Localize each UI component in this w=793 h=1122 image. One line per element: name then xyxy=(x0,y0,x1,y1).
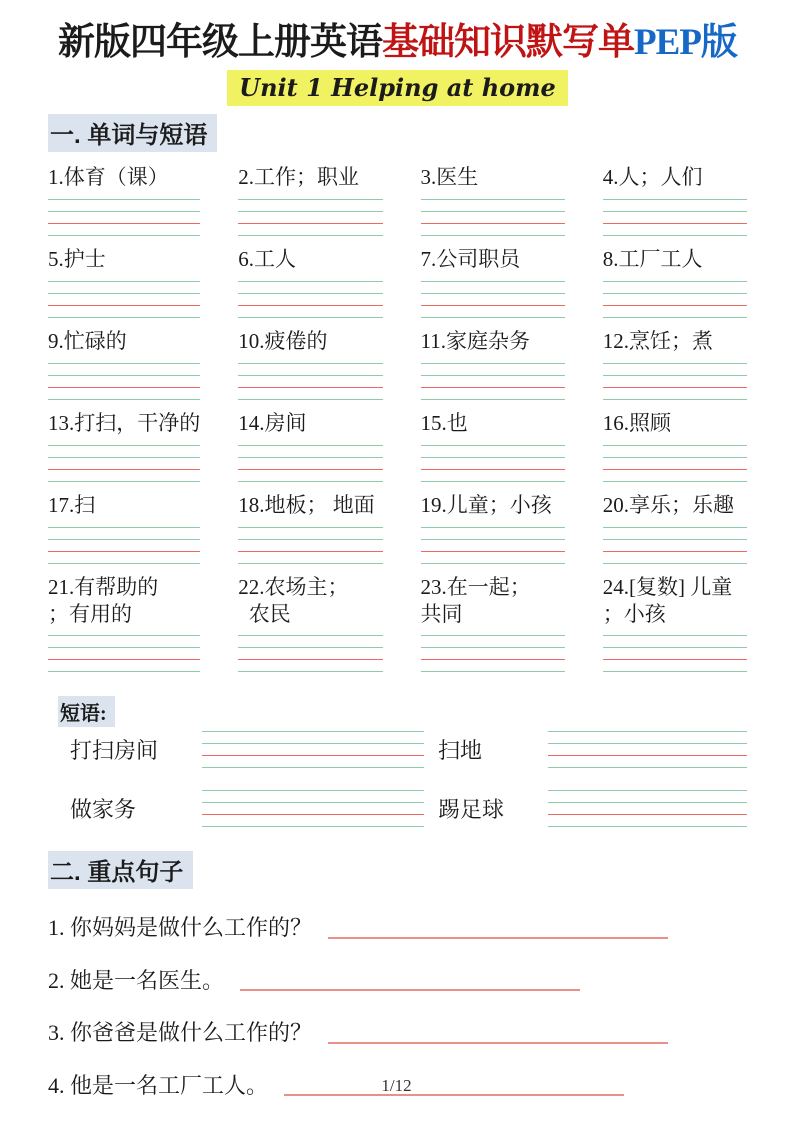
word-label: 16.照顾 xyxy=(602,410,671,435)
section2-heading: 二. 重点句子 xyxy=(48,851,193,889)
word-item xyxy=(421,328,565,400)
title-red-part: 基础知识默写单 xyxy=(382,22,635,63)
title-blue-part: PEP版 xyxy=(634,22,737,63)
writing-lines xyxy=(603,199,747,236)
writing-lines xyxy=(421,281,565,318)
word-label: 17.扫 xyxy=(48,492,96,517)
section1-heading: 一. 单词与短语 xyxy=(48,114,217,152)
page-number: 1/12 xyxy=(381,1076,412,1095)
word-grid xyxy=(48,164,747,682)
sentence-text: 3. 你爸爸是做什么工作的？ xyxy=(48,1020,313,1046)
sentence-text: 2. 她是一名医生。 xyxy=(48,967,225,993)
word-item xyxy=(48,246,200,318)
word-label: 13.打扫，干净的 xyxy=(48,410,201,435)
word-item xyxy=(421,574,565,673)
word-label: 11.家庭杂务 xyxy=(420,329,530,353)
answer-blank-line xyxy=(240,989,580,991)
writing-lines xyxy=(603,445,747,482)
writing-lines xyxy=(421,363,565,400)
answer-blank-line xyxy=(328,1042,668,1044)
writing-lines xyxy=(421,199,565,236)
word-label: 1.体育（课） xyxy=(48,165,169,190)
writing-lines xyxy=(238,363,382,400)
word-item xyxy=(48,492,200,564)
word-item xyxy=(421,246,565,318)
word-item xyxy=(603,328,747,400)
phrases-section xyxy=(48,696,747,827)
title-black-part: 新版四年级上册英语 xyxy=(58,22,383,63)
word-label: 19.儿童；小孩 xyxy=(420,492,552,517)
writing-lines xyxy=(548,731,747,768)
word-item xyxy=(421,492,565,564)
writing-lines xyxy=(48,527,200,564)
sentence-row xyxy=(48,967,747,995)
word-item xyxy=(603,164,747,236)
writing-lines xyxy=(238,527,382,564)
phrase-label: 打扫房间 xyxy=(70,738,159,764)
unit-subtitle: Unit 1 Helping at home xyxy=(227,70,568,106)
writing-lines xyxy=(238,635,382,672)
writing-lines xyxy=(238,445,382,482)
word-label: 10.疲倦的 xyxy=(238,329,328,353)
writing-lines xyxy=(603,527,747,564)
word-label: 24.[复数] 儿童 ；小孩 xyxy=(602,574,733,626)
writing-lines xyxy=(548,790,747,827)
phrase-label: 踢足球 xyxy=(438,797,505,823)
word-item xyxy=(238,164,382,236)
word-item xyxy=(421,410,565,482)
word-label: 21.有帮助的 ；有用的 xyxy=(48,574,159,626)
unit-subtitle-row xyxy=(48,70,747,106)
word-item xyxy=(48,574,200,673)
word-item xyxy=(48,164,200,236)
writing-lines xyxy=(603,281,747,318)
page-title xyxy=(48,20,747,66)
phrase-label: 扫地 xyxy=(438,738,483,764)
answer-blank-line xyxy=(328,937,668,939)
word-label: 9.忙碌的 xyxy=(48,329,127,353)
sentences-section xyxy=(48,851,747,1099)
word-label: 6.工人 xyxy=(238,247,296,272)
word-item xyxy=(603,410,747,482)
writing-lines xyxy=(421,445,565,482)
word-item xyxy=(48,328,200,400)
sentence-row xyxy=(48,914,747,942)
phrase-label: 做家务 xyxy=(70,797,137,823)
word-item xyxy=(421,164,565,236)
word-label: 15.也 xyxy=(420,410,468,435)
word-item xyxy=(48,410,200,482)
phrases-label: 短语: xyxy=(58,696,115,727)
word-item xyxy=(238,328,382,400)
word-label: 22.农场主； 农民 xyxy=(238,574,349,626)
word-item xyxy=(238,492,382,564)
word-label: 23.在一起； 共同 xyxy=(420,574,531,626)
writing-lines xyxy=(603,363,747,400)
word-label: 12.烹饪；煮 xyxy=(602,329,713,353)
word-item xyxy=(238,246,382,318)
writing-lines xyxy=(48,363,200,400)
writing-lines xyxy=(48,445,200,482)
sentence-row xyxy=(48,1019,747,1047)
word-label: 18.地板； 地面 xyxy=(238,492,375,517)
word-item xyxy=(603,246,747,318)
writing-lines xyxy=(238,281,382,318)
writing-lines xyxy=(48,281,200,318)
word-label: 20.享乐；乐趣 xyxy=(602,492,734,517)
word-label: 5.护士 xyxy=(48,247,106,272)
word-label: 14.房间 xyxy=(238,410,307,435)
writing-lines xyxy=(202,731,424,768)
word-label: 2.工作；职业 xyxy=(238,165,359,190)
writing-lines xyxy=(202,790,424,827)
word-label: 3.医生 xyxy=(420,165,479,190)
word-item xyxy=(238,574,382,673)
writing-lines xyxy=(603,635,747,672)
writing-lines xyxy=(48,635,200,672)
word-label: 8.工厂工人 xyxy=(602,247,703,272)
word-label: 7.公司职员 xyxy=(420,247,521,272)
writing-lines xyxy=(421,527,565,564)
writing-lines xyxy=(421,635,565,672)
word-item xyxy=(238,410,382,482)
sentence-text: 1. 你妈妈是做什么工作的？ xyxy=(48,915,313,941)
writing-lines xyxy=(238,199,382,236)
writing-lines xyxy=(48,199,200,236)
word-item xyxy=(603,574,747,673)
sentence-text: 4. 他是一名工厂工人。 xyxy=(48,1072,269,1098)
phrases-grid xyxy=(48,731,747,827)
word-label: 4.人；人们 xyxy=(602,165,703,190)
word-item xyxy=(603,492,747,564)
